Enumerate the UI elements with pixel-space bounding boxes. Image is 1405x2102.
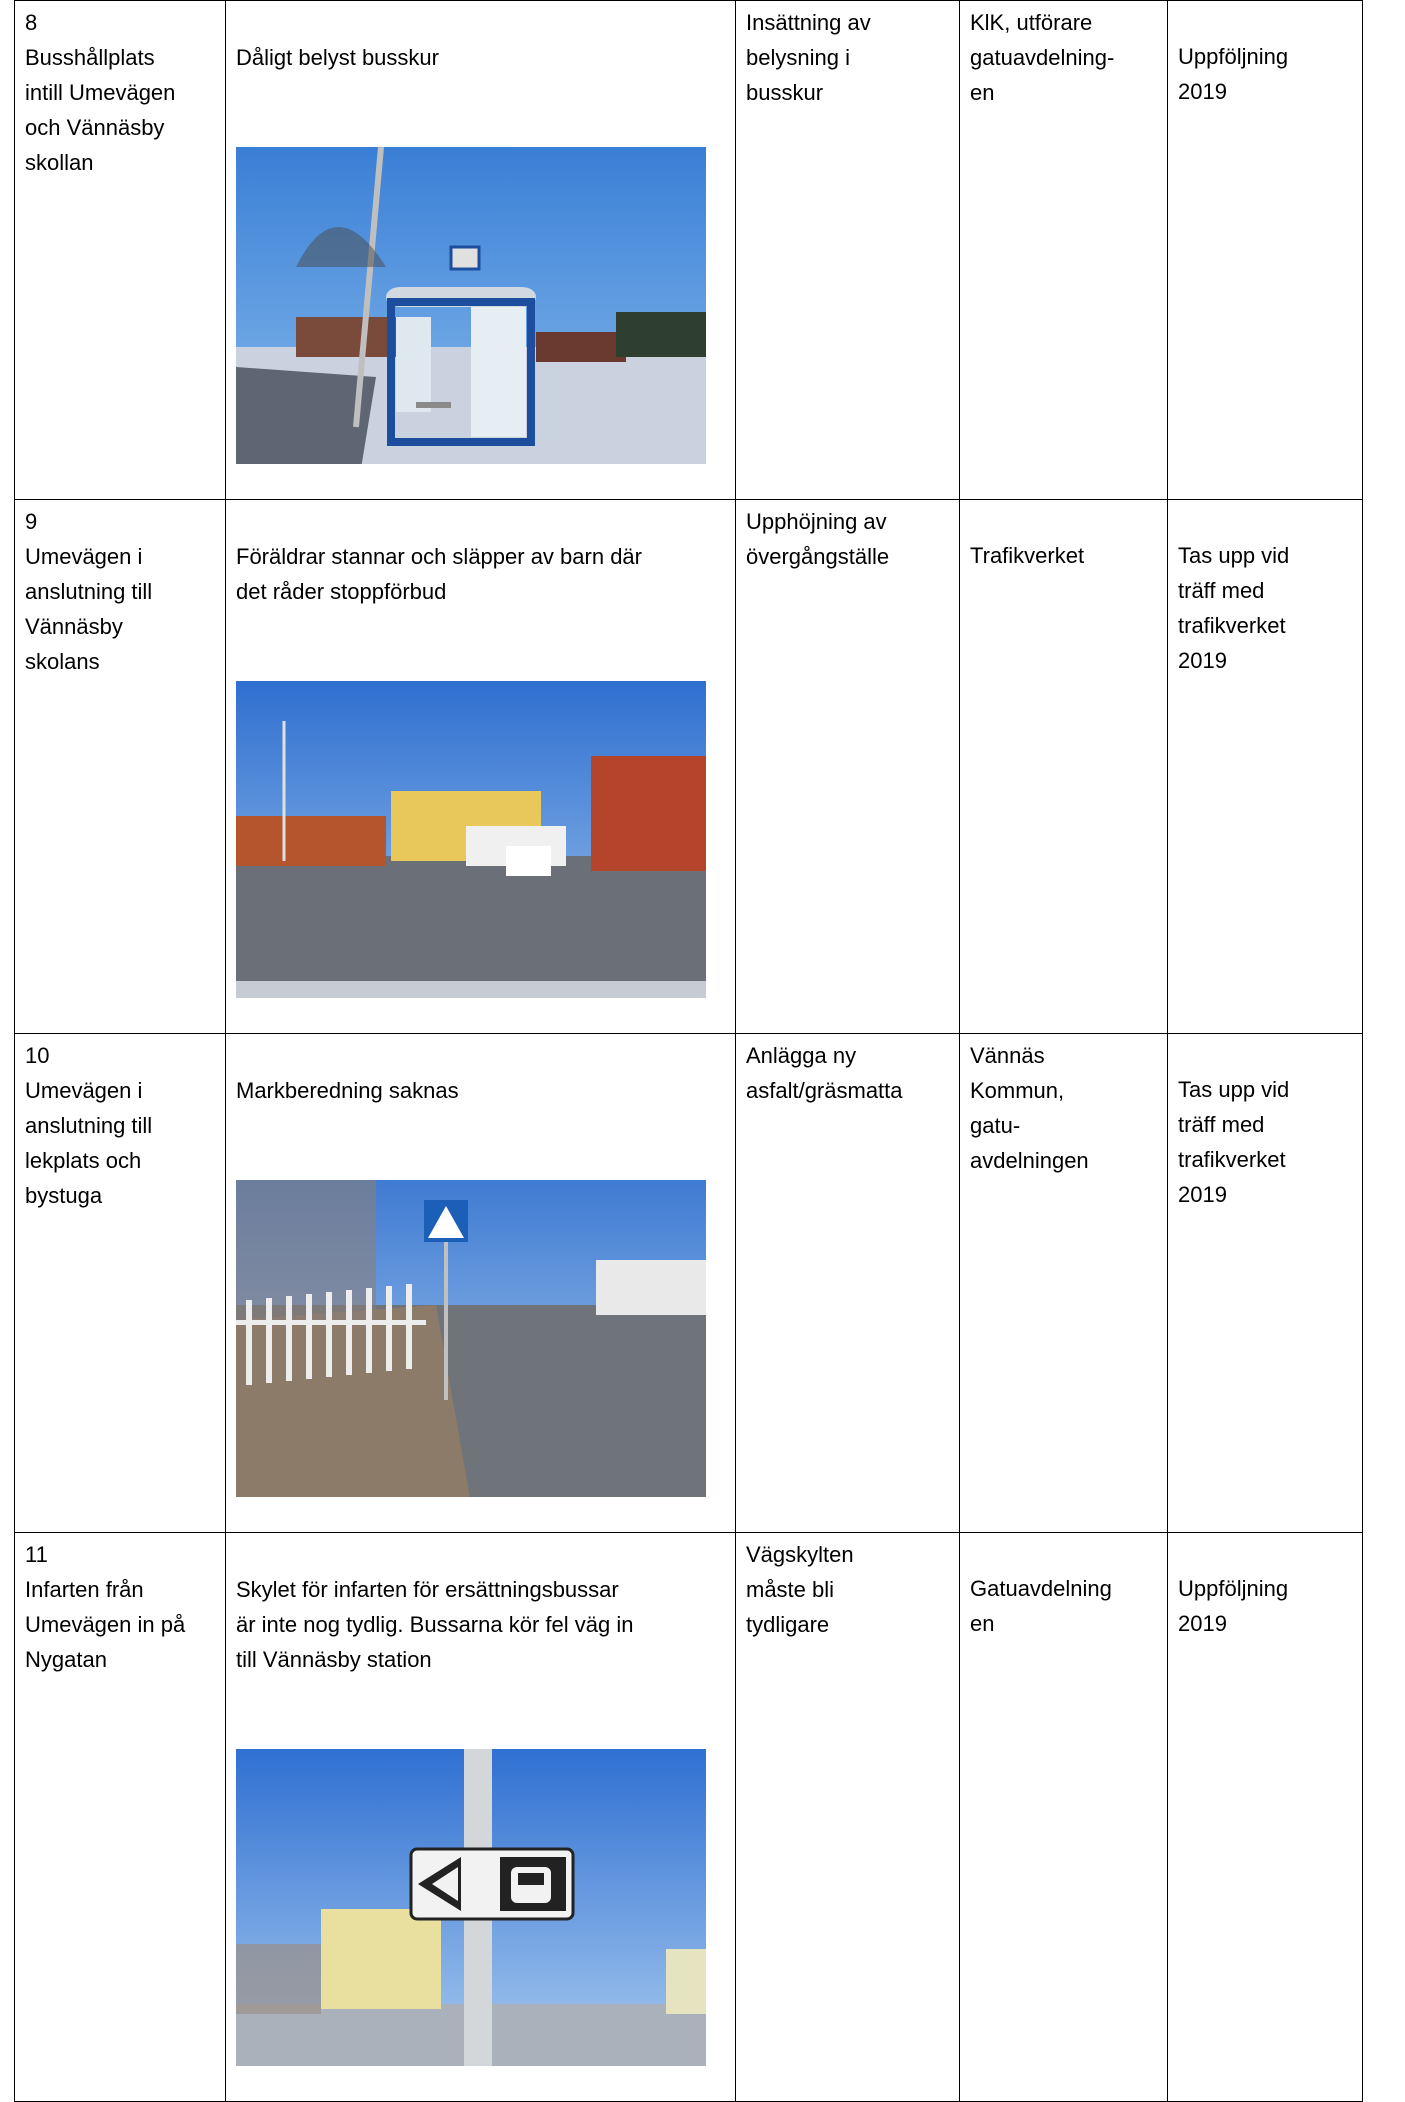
status-cell <box>1168 1 1363 500</box>
problem-text: Markberedning saknas <box>236 1078 459 1103</box>
measure-cell <box>736 500 960 1034</box>
responsible-text: Vännäs Kommun, gatu- avdelningen <box>970 1043 1089 1173</box>
problem-text: Föräldrar stannar och släpper av barn där det råder stoppförbud <box>236 544 642 604</box>
crosswalk-photo <box>236 1145 706 1497</box>
location-text: 10 Umevägen i anslutning till lekplats och bystuga <box>25 1043 153 1208</box>
responsible-cell <box>960 500 1168 1034</box>
location-cell <box>15 1 226 500</box>
table-row <box>15 1034 1363 1533</box>
problem-text: Skylet för infarten för ersättningsbussar är inte nog tydlig. Bussarna kör fel väg in till Vännäsby station <box>236 1577 634 1672</box>
location-text: 11 Infarten från Umevägen in på Nygatan <box>25 1542 186 1672</box>
problem-cell <box>226 1034 736 1533</box>
measure-text: Vägskylten måste bli tydligare <box>746 1542 854 1637</box>
table-row <box>15 1533 1363 2102</box>
status-cell <box>1168 1533 1363 2102</box>
bus-shelter-photo <box>236 112 706 464</box>
school-street-photo <box>236 646 706 998</box>
responsible-text: Trafikverket <box>970 543 1085 568</box>
location-text: 8 Busshållplats intill Umevägen och Vännäsby skollan <box>25 10 176 175</box>
responsible-cell <box>960 1034 1168 1533</box>
location-cell <box>15 1533 226 2102</box>
status-text: Tas upp vid träff med trafikverket 2019 <box>1178 543 1290 673</box>
train-sign-photo <box>236 1714 706 2066</box>
measure-text: Upphöjning av övergångställe <box>746 509 890 569</box>
problem-cell <box>226 1 736 500</box>
measure-cell <box>736 1 960 500</box>
measure-text: Insättning av belysning i busskur <box>746 10 871 105</box>
status-cell <box>1168 1034 1363 1533</box>
table-row <box>15 500 1363 1034</box>
status-cell <box>1168 500 1363 1034</box>
status-text: Uppföljning 2019 <box>1178 1576 1289 1636</box>
problem-text: Dåligt belyst busskur <box>236 45 439 70</box>
location-text: 9 Umevägen i anslutning till Vännäsby skolans <box>25 509 153 674</box>
responsible-text: KlK, utförare gatuavdelning- en <box>970 10 1115 105</box>
location-cell <box>15 1034 226 1533</box>
measure-text: Anlägga ny asfalt/gräsmatta <box>746 1043 903 1103</box>
responsible-cell <box>960 1 1168 500</box>
measure-cell <box>736 1034 960 1533</box>
problem-cell <box>226 500 736 1034</box>
status-text: Tas upp vid träff med trafikverket 2019 <box>1178 1077 1290 1207</box>
location-cell <box>15 500 226 1034</box>
responsible-text: Gatuavdelning en <box>970 1576 1112 1636</box>
measures-table <box>14 0 1363 2102</box>
measure-cell <box>736 1533 960 2102</box>
problem-cell <box>226 1533 736 2102</box>
table-row <box>15 1 1363 500</box>
status-text: Uppföljning 2019 <box>1178 44 1289 104</box>
responsible-cell <box>960 1533 1168 2102</box>
